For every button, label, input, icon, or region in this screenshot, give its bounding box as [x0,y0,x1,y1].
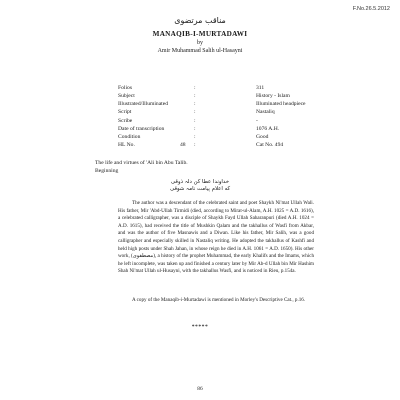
verse-line: که اعلام پیامت نامہ شوقی [169,186,231,192]
metadata-value: Cat No. 494 [256,141,284,148]
metadata-label: HL No. [118,141,135,148]
file-reference: F.No.26.5.2012 [352,6,390,12]
metadata-label: Illustrated/Illuminated [118,101,169,108]
urdu-inline-title: مصطفوی [132,253,154,260]
metadata-value: - [256,117,258,124]
page-number: 86 [197,386,203,392]
metadata-label: Scribe [118,117,133,124]
section-divider: ***** [191,324,209,330]
beginning-label: Beginning [95,167,119,174]
by-line: by [197,40,203,46]
metadata-row-subject [118,92,318,100]
metadata-colon: : [194,101,196,108]
metadata-colon: : [194,141,196,148]
copy-note-paragraph: A copy of the Manaqib-i-Murtadawi is mentioned in Morley's Descriptive Cat., p.16. [132,297,306,303]
urdu-title: مناقب مرتضوی [174,16,226,25]
metadata-row-illustrated [118,100,318,108]
metadata-value: Illuminated headpiece [256,101,306,108]
metadata-label: Folios [118,85,132,91]
metadata-colon: : [194,117,196,124]
metadata-value: History - Islam [256,93,290,100]
verse-line: خداوندا عطا کن دلہ ذوقی [170,179,230,185]
metadata-row-hl [118,141,318,149]
intro-block [95,160,188,175]
metadata-label: Script [118,109,132,116]
author-paragraph [118,200,314,276]
metadata-value: 1076 A.H. [256,125,280,132]
metadata-label: Date of transcription [118,125,165,132]
metadata-row-folios [118,84,318,92]
document-title: MANAQIB-I-MURTADAWI [152,30,248,38]
metadata-label: Subject [118,93,135,100]
metadata-row-date [118,125,318,133]
metadata-colon: : [194,93,196,100]
metadata-colon: : [194,133,196,140]
hl-number: 48 [180,141,186,148]
metadata-row-scribe [118,117,318,125]
metadata-table [118,84,318,149]
metadata-row-condition [118,133,318,141]
paragraph-text: The author was a descendant of the celebrated saint and poet Shaykh Ni'mat Ullah Wali. His father, Mir 'Abd-Ullah Tirmidi (died, according to Mirat-ul-Alam, A.H. 1025 = A.D. 1616), a celebrated calligrapher, was a disciple of Shaykh Fayd Ullah Saharanpuri (died A.H. 1024 = A.D. 1615), had received the title of Mushkin Qalam and the takhallus of Wasfi from Akbar, and was the author of five Masnawis and a Diwan. Like his father, Mir Salih, was a good calligrapher and especially skilled in Nastaliq writing. He adopted the takhallus of Kashfi and held high posts under Shah Jahan, in whose reign he died in A.H. 1061 = A.D. 1650). His other work, ( [118,200,314,260]
metadata-label: Condition [118,133,141,140]
paragraph-text: ), a history of the prophet Muhammad, the early Khalifs and the Imams, which he left incomplete, was taken up and finished a century later by Mir Ab-d Ullah bin Mir Hashim Shah Ni'mat Ullah ul-Husayni, with the takhallus Wasfi, and is noticed in Rieu, p.154a. [118,253,314,275]
metadata-colon: : [194,85,196,91]
metadata-value: Good [256,133,269,140]
metadata-colon: : [194,125,196,132]
metadata-colon: : [194,109,196,116]
metadata-value: Nastaliq [256,109,275,116]
metadata-row-script [118,108,318,116]
author-name: Amir Muhammad Salih ul-Hasayni [157,48,243,54]
intro-line: The life and virtues of 'Ali bin Abu Talib. [95,160,188,166]
metadata-value: 311 [256,85,265,91]
